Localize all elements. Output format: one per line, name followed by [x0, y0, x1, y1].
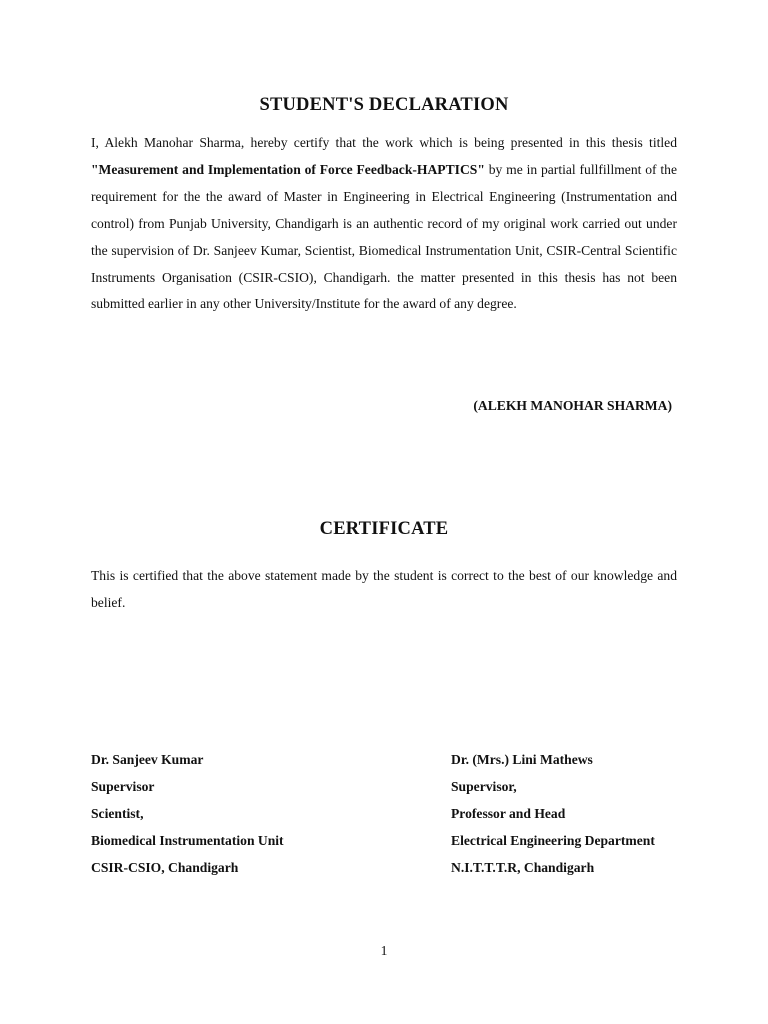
supervisor-right-name: Dr. (Mrs.) Lini Mathews	[451, 752, 593, 767]
supervisor-left-unit: Biomedical Instrumentation Unit	[91, 833, 284, 848]
supervisor-left-institution: CSIR-CSIO, Chandigarh	[91, 860, 239, 875]
supervisor-right-role: Supervisor,	[451, 779, 517, 794]
declaration-title: STUDENT'S DECLARATION	[259, 95, 509, 115]
supervisor-left-role: Supervisor	[91, 779, 155, 794]
student-signature: (ALEKH MANOHAR SHARMA)	[473, 398, 672, 413]
supervisor-right-institution: N.I.T.T.T.R, Chandigarh	[451, 860, 595, 875]
declaration-paragraph	[91, 130, 677, 318]
supervisor-left-block	[91, 750, 284, 885]
declaration-text-before: I, Alekh Manohar Sharma, hereby certify that the work which is being presented in this thesis titled	[91, 135, 677, 150]
supervisor-left-position: Scientist,	[91, 806, 144, 821]
thesis-title: "Measurement and Implementation of Force Feedback-HAPTICS"	[91, 161, 485, 177]
declaration-text-after: by me in partial fullfillment of the requirement for the the award of Master in Engineering in Electrical Engineering (Instrumentation and control) from Punjab University, Chandigarh is an authentic record of my original work carried out under the supervision of Dr. Sanjeev Kumar, Scientist, Biomedical Instrumentation Unit, CSIR-Central Scientific Instruments Organisation (CSIR-CSIO), Chandigarh. the matter presented in this thesis has not been submitted earlier in any other University/Institute for the award of any degree.	[91, 161, 677, 312]
page-number: 1	[380, 943, 388, 958]
supervisor-right-block	[451, 750, 655, 885]
supervisor-right-position: Professor and Head	[451, 806, 566, 821]
certificate-title: CERTIFICATE	[319, 519, 449, 539]
supervisor-left-name: Dr. Sanjeev Kumar	[91, 752, 204, 767]
certificate-paragraph: This is certified that the above statement made by the student is correct to the best of our knowledge and belief.	[91, 568, 677, 610]
supervisor-right-unit: Electrical Engineering Department	[451, 833, 655, 848]
